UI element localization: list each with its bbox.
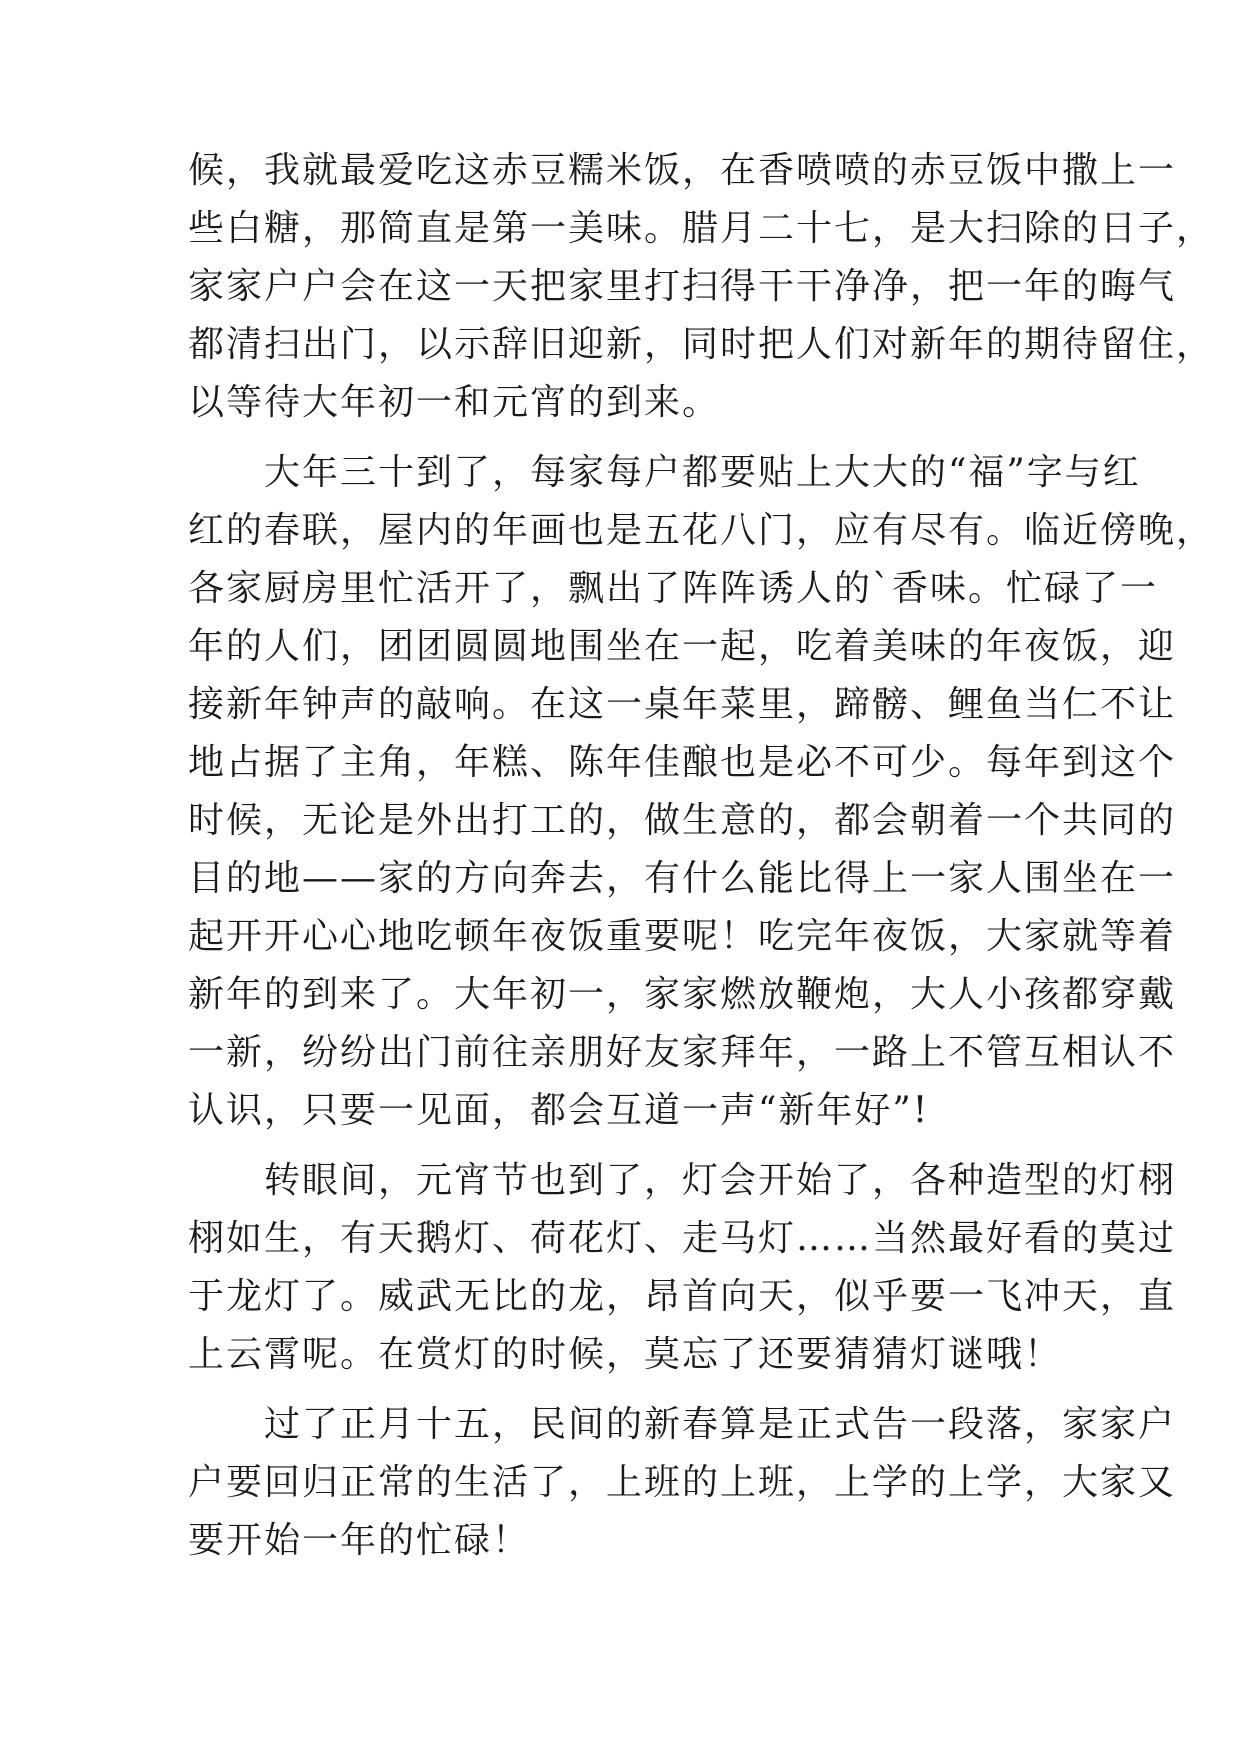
text-line: 目的地——家的方向奔去，有什么能比得上一家人围坐在一 [188, 858, 1177, 899]
text-line: 上云霄呢。在赏灯的时候，莫忘了还要猜猜灯谜哦！ [188, 1334, 1063, 1375]
text-line: 候，我就最爱吃这赤豆糯米饭，在香喷喷的赤豆饭中撒上一 [188, 150, 1177, 191]
paragraph-4 [188, 1396, 1177, 1570]
paragraph-spacing [188, 432, 1058, 444]
text-line: 都清扫出门，以示辞旧迎新，同时把人们对新年的期待留住， [188, 324, 1215, 365]
paragraph-2 [188, 444, 1215, 1140]
text-line: 些白糖，那简直是第一美味。腊月二十七，是大扫除的日子， [188, 208, 1215, 249]
paragraph-3 [188, 1152, 1177, 1384]
text-line: 一新，纷纷出门前往亲朋好友家拜年，一路上不管互相认不 [188, 1032, 1177, 1073]
text-line: 家家户户会在这一天把家里打扫得干干净净，把一年的晦气 [188, 266, 1177, 307]
paragraph-1 [188, 142, 1215, 432]
text-line: 以等待大年初一和元宵的到来。 [188, 382, 721, 423]
text-line: 于龙灯了。威武无比的龙，昂首向天，似乎要一飞冲天，直 [188, 1276, 1177, 1317]
text-line: 大年三十到了，每家每户都要贴上大大的“福”字与红 [188, 452, 1141, 493]
text-line: 地占据了主角，年糕、陈年佳酿也是必不可少。每年到这个 [188, 742, 1177, 783]
text-line: 要开始一年的忙碌！ [188, 1520, 531, 1561]
text-line: 起开开心心地吃顿年夜饭重要呢！吃完年夜饭，大家就等着 [188, 916, 1177, 957]
text-line: 时候，无论是外出打工的，做生意的，都会朝着一个共同的 [188, 800, 1177, 841]
text-line: 栩如生，有天鹅灯、荷花灯、走马灯……当然最好看的莫过 [188, 1218, 1177, 1259]
text-line: 红的春联，屋内的年画也是五花八门，应有尽有。临近傍晚， [188, 510, 1215, 551]
text-line: 接新年钟声的敲响。在这一桌年菜里，蹄髈、鲤鱼当仁不让 [188, 684, 1177, 725]
text-line: 新年的到来了。大年初一，家家燃放鞭炮，大人小孩都穿戴 [188, 974, 1177, 1015]
paragraph-spacing [188, 1140, 1058, 1152]
text-line: 各家厨房里忙活开了，飘出了阵阵诱人的`香味。忙碌了一 [188, 568, 1159, 609]
text-line: 过了正月十五，民间的新春算是正式告一段落，家家户 [188, 1404, 1177, 1445]
text-line: 转眼间，元宵节也到了，灯会开始了，各种造型的灯栩 [188, 1160, 1177, 1201]
text-line: 认识，只要一见面，都会互道一声“新年好”! [188, 1090, 930, 1131]
paragraph-spacing [188, 1384, 1058, 1396]
text-line: 户要回归正常的生活了，上班的上班，上学的上学，大家又 [188, 1462, 1177, 1503]
document-body [188, 142, 1215, 1570]
text-line: 年的人们，团团圆圆地围坐在一起，吃着美味的年夜饭，迎 [188, 626, 1177, 667]
